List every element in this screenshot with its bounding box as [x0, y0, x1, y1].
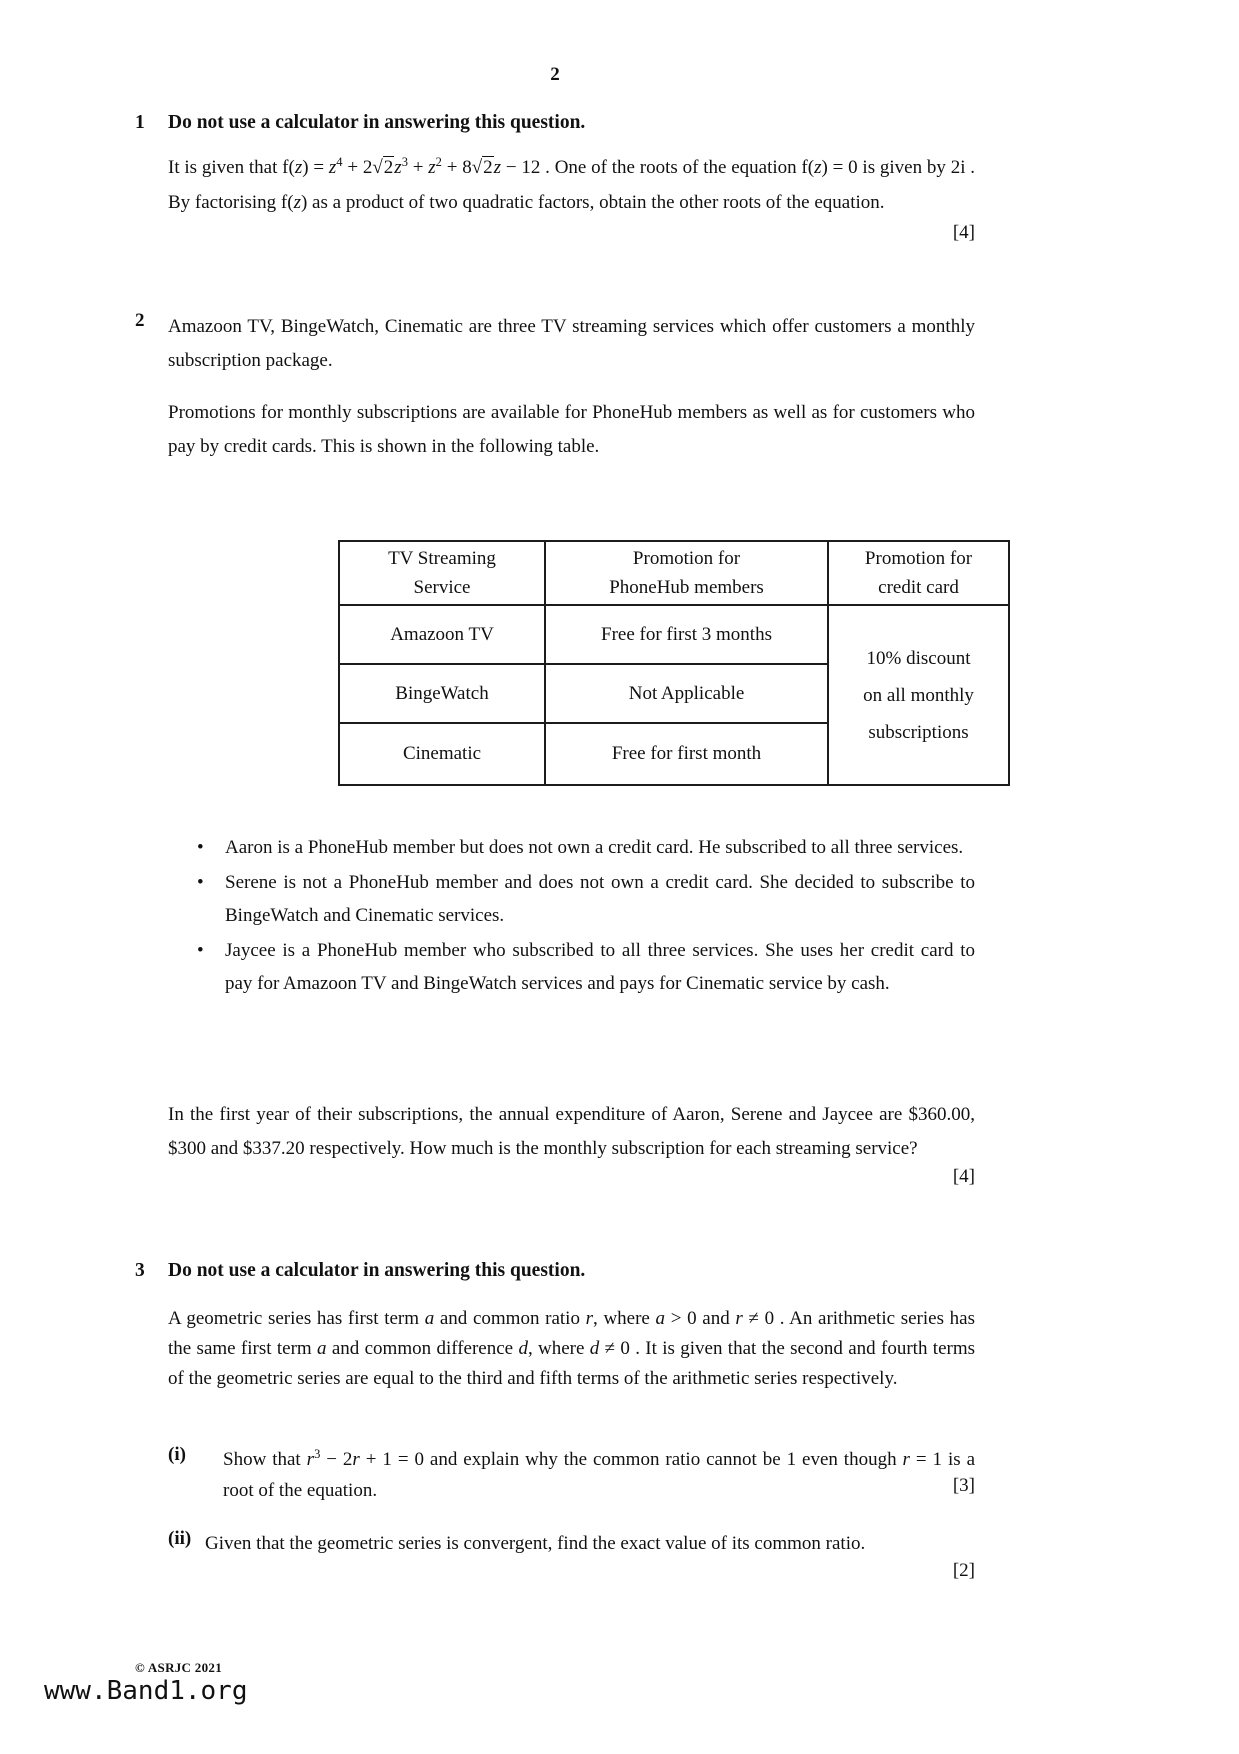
question-1-number: 1 [135, 112, 145, 133]
part-ii-label: (ii) [168, 1528, 192, 1549]
cell-cinematic-promo: Free for first month [545, 723, 828, 785]
question-2-summary: In the first year of their subscriptions, the annual expenditure of Aaron, Serene and Jaycee are $360.00, $300 and $337.20 respectively. How much is the monthly subscription for each streaming service? [168, 1104, 975, 1159]
question-3-part-i [168, 1444, 975, 1506]
bullet-marker: • [197, 940, 204, 961]
cell-amazoon-tv: Amazoon TV [339, 605, 545, 664]
question-2-promo-paragraph: Promotions for monthly subscriptions are available for PhoneHub members as well as for customers who pay by credit cards. This is shown in the following table. [168, 402, 975, 457]
subscriber-bullet-list [168, 831, 975, 1002]
cell-credit-card-discount: 10% discount on all monthly subscriptions [828, 605, 1009, 785]
question-2-marks: [4] [952, 1166, 975, 1187]
bullet-marker: • [197, 837, 204, 858]
website-watermark: www.Band1.org [44, 1676, 248, 1706]
cell-bingewatch-promo: Not Applicable [545, 664, 828, 723]
question-3-number: 3 [135, 1260, 145, 1281]
list-item [168, 831, 975, 864]
part-ii-marks: [2] [952, 1560, 975, 1581]
page-number: 2 [550, 64, 560, 85]
header-tv-streaming-service: TV Streaming Service [339, 541, 545, 605]
cell-cinematic: Cinematic [339, 723, 545, 785]
bullet-serene: Serene is not a PhoneHub member and does not own a credit card. She decided to subscribe to BingeWatch and Cinematic services. [225, 872, 975, 926]
list-item [168, 934, 975, 1000]
part-i-marks: [3] [952, 1475, 975, 1496]
table-row [339, 605, 1009, 664]
question-3-body: A geometric series has first term a and common ratio r, where a > 0 and r ≠ 0 . An arithmetic series has the same first term a and common difference d, where d ≠ 0 . It is given that the second and fourth terms of the geometric series are equal to the third and fifth terms of the arithmetic series respectively. [168, 1308, 975, 1389]
cell-bingewatch: BingeWatch [339, 664, 545, 723]
question-1-marks: [4] [952, 222, 975, 243]
question-2-heading [135, 310, 975, 378]
bullet-aaron: Aaron is a PhoneHub member but does not own a credit card. He subscribed to all three services. [225, 837, 964, 858]
cell-amazoon-promo: Free for first 3 months [545, 605, 828, 664]
question-3-part-ii [168, 1528, 975, 1559]
part-i-text: Show that $r^3 - 2r + 1 = 0$ and explain why the common ratio cannot be 1 even though r = 1 is a root of the equation. [223, 1447, 975, 1501]
question-3-instruction: Do not use a calculator in answering this question. [168, 1260, 586, 1281]
question-2-intro: Amazoon TV, BingeWatch, Cinematic are three TV streaming services which offer customers a monthly subscription package. [168, 316, 975, 371]
bullet-marker: • [197, 872, 204, 893]
question-1-heading [135, 112, 975, 134]
promotions-table [338, 540, 1010, 786]
question-3-heading [135, 1260, 975, 1282]
header-promotion-phonehub: Promotion for PhoneHub members [545, 541, 828, 605]
question-2-number: 2 [135, 310, 145, 331]
copyright-notice: © ASRJC 2021 [135, 1660, 222, 1675]
part-i-label: (i) [168, 1444, 186, 1465]
bullet-jaycee: Jaycee is a PhoneHub member who subscribed to all three services. She uses her credit card to pay for Amazoon TV and BingeWatch services and pays for Cinematic service by cash. [225, 940, 975, 994]
question-1-body: It is given that $f(z) = z^4 + 2√2z^3 + z^2 + 8√2z - 12$ . One of the roots of the equation f(z) = 0 is given by 2i . By factorising f(z) as a product of two quadratic factors, obtain the other roots of the equation. [168, 155, 976, 213]
question-1-instruction: Do not use a calculator in answering this question. [168, 112, 586, 133]
list-item [168, 866, 975, 932]
table-header-row [339, 541, 1009, 605]
part-ii-text: Given that the geometric series is convergent, find the exact value of its common ratio. [205, 1533, 866, 1554]
header-promotion-credit-card: Promotion for credit card [828, 541, 1009, 605]
